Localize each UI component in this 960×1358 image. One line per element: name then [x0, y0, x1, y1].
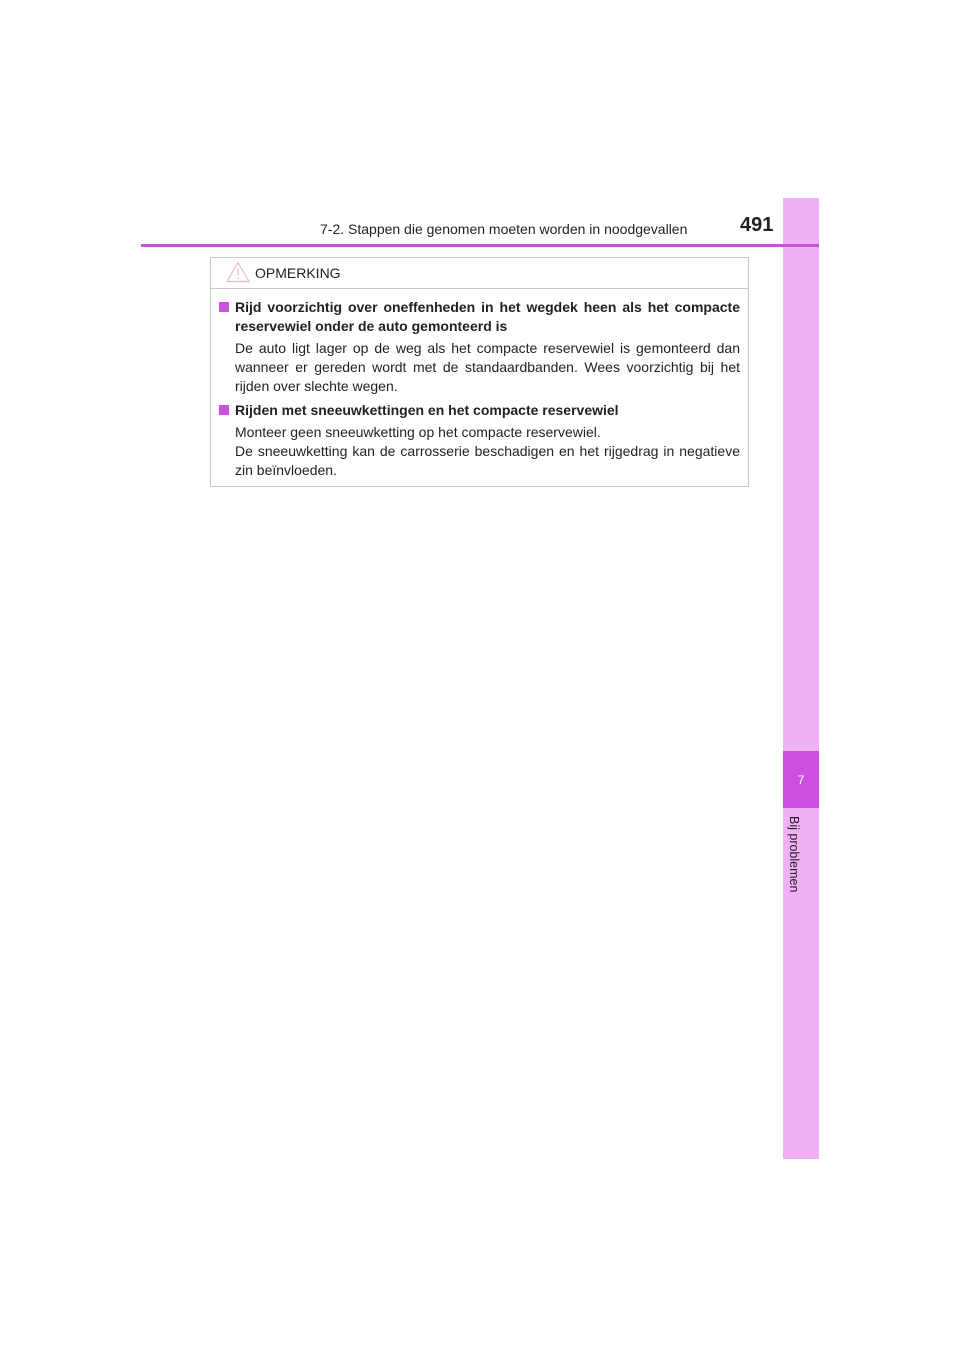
chapter-side-tab	[783, 198, 819, 1159]
notice-item	[219, 401, 740, 480]
paragraph: Monteer geen sneeuwketting op het compacte reservewiel.	[235, 424, 601, 440]
section-title: 7-2. Stappen die genomen moeten worden in noodgevallen	[320, 221, 688, 237]
item-text	[219, 339, 740, 396]
warning-triangle-icon	[226, 261, 250, 283]
paragraph: De sneeuwketting kan de carrosserie beschadigen en het rijgedrag in negatieve zin beïnvloeden.	[235, 443, 740, 478]
square-bullet-icon	[219, 405, 229, 415]
chapter-label: Bij problemen	[787, 816, 801, 893]
item-heading: Rijd voorzichtig over oneffenheden in het wegdek heen als het compacte reservewiel onder de auto gemonteerd is	[219, 298, 740, 336]
chapter-number: 7	[783, 751, 819, 808]
item-heading: Rijden met sneeuwkettingen en het compacte reservewiel	[219, 401, 740, 420]
chapter-label-container	[783, 816, 819, 926]
page-number: 491	[740, 214, 774, 236]
paragraph: De auto ligt lager op de weg als het compacte reservewiel is gemonteerd dan wanneer er gereden wordt met de standaardbanden. Wees voorzichtig bij het rijden over slechte wegen.	[235, 340, 740, 394]
header-divider	[141, 244, 819, 247]
notice-title: OPMERKING	[255, 265, 341, 281]
notice-box	[210, 257, 749, 487]
notice-body	[211, 289, 748, 480]
item-text	[219, 423, 740, 480]
square-bullet-icon	[219, 302, 229, 312]
notice-item	[219, 298, 740, 396]
notice-header	[211, 258, 748, 289]
